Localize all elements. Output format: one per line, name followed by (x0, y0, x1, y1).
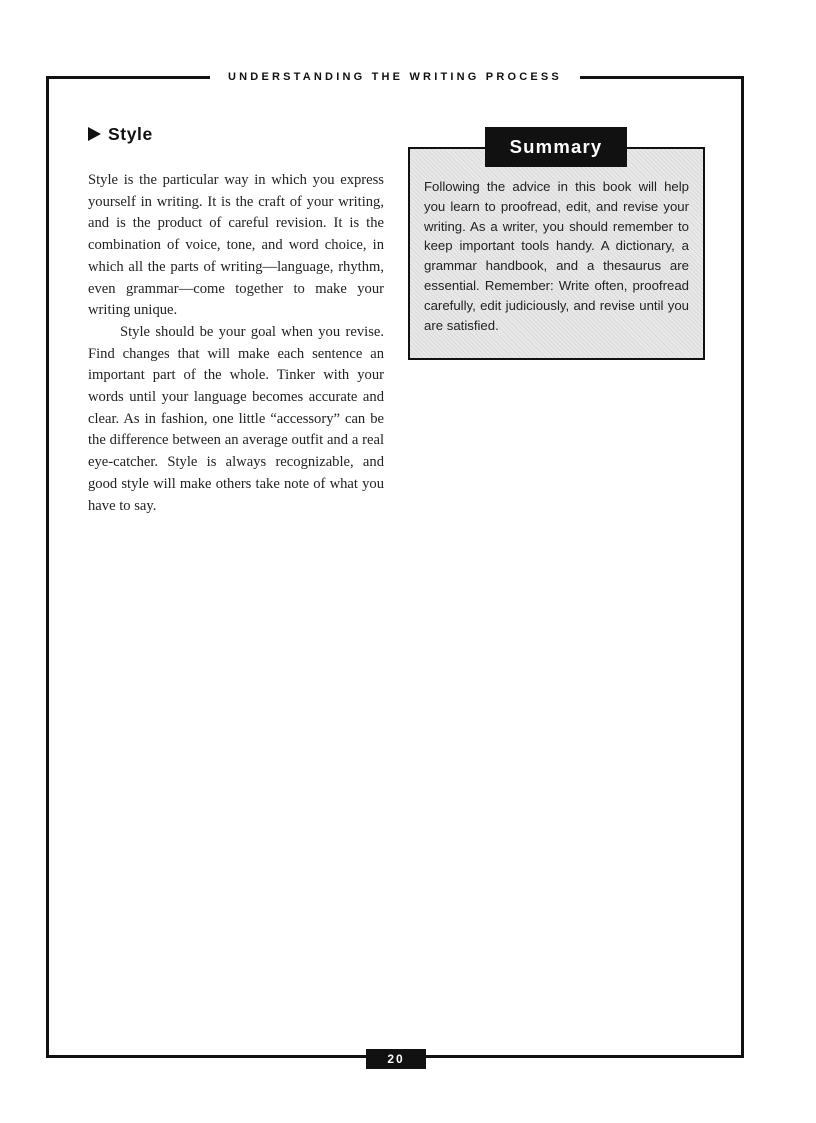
paragraph: Style should be your goal when you revise. Find changes that will make each sentence an important part of the whole. Tinker with your words until your language becomes accurate and clear. As in fashion, one little “accessory” can be the difference between an average outfit and a real eye-catcher. Style is always recognizable, and good style will make others take note of what you have to say. (88, 323, 384, 514)
section-heading (88, 122, 153, 146)
page-number: 20 (366, 1049, 426, 1069)
summary-text: Following the advice in this book will help you learn to proofread, edit, and revise your writing. As a writer, you should remember to keep important tools handy. A dictionary, a grammar handbook, and a thesaurus are essential. Remember: Write often, proofread carefully, edit judiciously, and revise until you are satisfied. (424, 179, 689, 333)
paragraph: Style is the particular way in which you express yourself in writing. It is the craft of your writing, and is the product of careful revision. It is the combination of voice, tone, and word choice, in which all the parts of writing—language, rhythm, even grammar—come together to make your writing unique. (88, 172, 384, 319)
running-header: UNDERSTANDING THE WRITING PROCESS (210, 68, 580, 86)
right-triangle-icon (88, 127, 101, 141)
section-heading-text: Style (108, 123, 153, 144)
body-text (88, 170, 384, 517)
summary-title: Summary (485, 127, 627, 167)
